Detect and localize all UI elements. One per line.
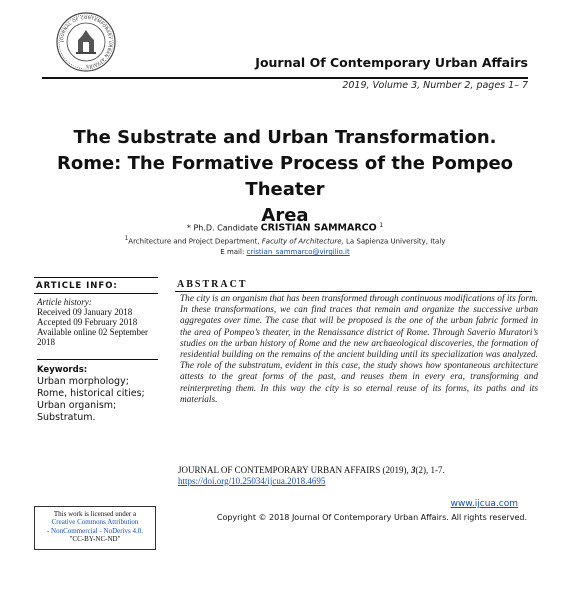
author-superscript: 1 xyxy=(379,222,384,229)
doi-link[interactable]: https://doi.org/10.25034/ijcua.2018.4695 xyxy=(178,476,326,486)
affiliation-university: La Sapienza University, Italy xyxy=(346,237,446,246)
keyword-item: Urban organism; xyxy=(37,400,117,411)
keyword-item: Substratum. xyxy=(37,412,96,423)
journal-name: Journal Of Contemporary Urban Affairs xyxy=(255,55,528,70)
license-notice xyxy=(34,506,156,550)
keywords-heading: Keywords: xyxy=(37,359,158,375)
license-code: "CC-BY-NC-ND" xyxy=(69,535,121,544)
author-prefix: Ph.D. Candidate xyxy=(193,223,259,233)
keyword-item: Urban morphology; xyxy=(37,376,129,387)
received-date: Received 09 January 2018 xyxy=(37,307,133,317)
affiliation-faculty: Faculty of Architecture, xyxy=(261,237,344,246)
citation-prefix: JOURNAL OF CONTEMPORARY URBAN AFFAIRS (2019), xyxy=(178,465,411,475)
keyword-item: Rome, historical cities; xyxy=(37,388,145,399)
affiliation-department: Architecture and Project Department, xyxy=(128,237,260,246)
citation-volume: 3 xyxy=(410,465,416,475)
author-line xyxy=(0,222,570,234)
accepted-date: Accepted 09 February 2018 xyxy=(37,317,138,327)
author-email xyxy=(0,248,570,256)
author-affiliation xyxy=(0,236,570,245)
article-info-panel xyxy=(34,277,158,424)
article-history-label: Article history: xyxy=(37,297,92,307)
svg-text:JOURNAL OF CONTEMPORARY URBAN: JOURNAL OF CONTEMPORARY URBAN AFFAIRS xyxy=(58,14,114,70)
license-link-2[interactable]: - NonCommercial - NoDerivs 4.0. xyxy=(46,526,144,535)
email-link[interactable]: cristian_sammarco@virgilio.it xyxy=(246,248,350,256)
issue-info: 2019, Volume 3, Number 2, pages 1– 7 xyxy=(342,80,528,91)
article-info-heading: ARTICLE INFO: xyxy=(34,277,158,294)
title-line-2: Rome: The Formative Process of the Pompeo Theater xyxy=(56,153,514,200)
citation-rest: (2), 1-7. xyxy=(415,465,445,475)
citation xyxy=(178,465,445,475)
website-link[interactable]: www.ijcua.com xyxy=(450,499,518,509)
affiliation-superscript: 1 xyxy=(124,236,129,242)
title-line-1: The Substrate and Urban Transformation. xyxy=(73,127,497,148)
abstract-text: The city is an organism that has been transformed through continuous modifications of its form. In these transformations, we can find traces that remain and organize the successive urban aggregates over time. The case that will be proposed is the one of the urban fabric formed in the area of Pompeo’s theater, in the Renaissance district of Rome. Through Saverio Muratori’s studies on the urban history of Rome and the new archaeological discoveries, the formation of residential building on the remains of the ancient building until its specialization was analyzed. The role of the substratum, evident in this case, the study shows how spontaneous architecture attests to the great forms of the past, and reuses them in every era, transforming and reinterpreting them. In this way the city is so eternal reuse of its forms, its paths and its materials. xyxy=(180,294,538,405)
paper-title xyxy=(20,125,550,229)
license-link-1[interactable]: Creative Commons Attribution xyxy=(51,518,139,527)
online-date-line-2: 2018 xyxy=(37,337,55,347)
journal-logo xyxy=(56,12,116,72)
abstract-divider xyxy=(175,291,532,292)
header-divider xyxy=(42,77,528,79)
author-name: CRISTIAN SAMMARCO xyxy=(260,222,377,234)
license-line-1: This work is licensed under a xyxy=(53,510,137,518)
online-date-line-1: Available online 02 September xyxy=(37,327,149,337)
title-line-3: Area xyxy=(261,205,309,226)
copyright-notice: Copyright © 2018 Journal Of Contemporary Urban Affairs. All rights reserved. xyxy=(216,513,527,522)
email-label: E mail: xyxy=(220,248,245,256)
author-marker: * xyxy=(186,223,191,233)
abstract-heading: ABSTRACT xyxy=(177,279,248,290)
